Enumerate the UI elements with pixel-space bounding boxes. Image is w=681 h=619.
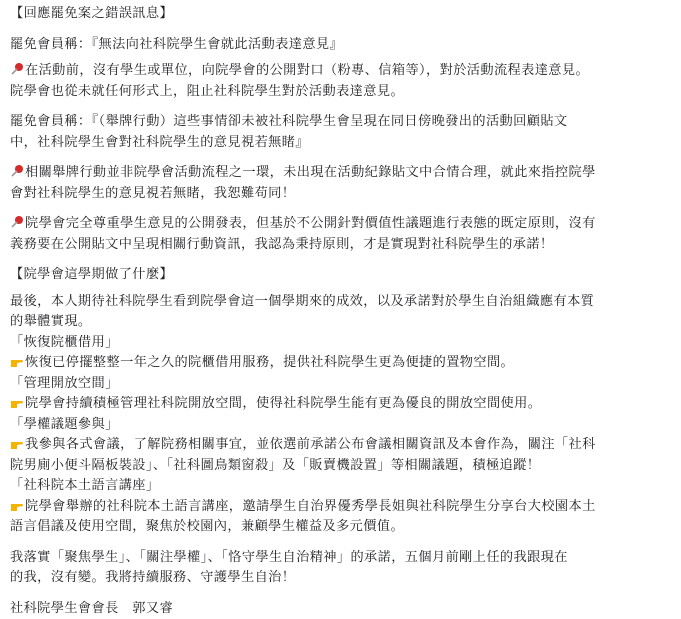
rebuttal-2-line-2: 會對社科院學生的意見視若無睹，我恕難苟同！: [10, 184, 671, 205]
rebuttal-2: [10, 163, 671, 184]
pointing-right-hand-icon: [10, 395, 24, 409]
rebuttal-1-line-1: 在活動前，沒有學生或單位，向院學會的公開對口（粉專、信箱等），對於活動流程表達意見。: [25, 63, 589, 78]
rebuttal-2-line-1: 相關舉牌行動並非院學會活動流程之一環，未出現在活動紀錄貼文中合情合理，就此來指控院學: [25, 165, 596, 180]
intro-line-1: 最後，本人期待社科院學生看到院學會這一個學期來的成效，以及承諾對於學生自治組織應有本質: [10, 292, 671, 313]
quote-claim-2-line-1: 罷免會員稱：『（舉牌行動）這些事情卻未被社科院學生會呈現在同日傍晚發出的活動回顧貼文: [10, 112, 671, 133]
achievement-4: [10, 497, 671, 518]
quote-claim-1: 罷免會員稱：『無法向社科院學生會就此活動表達意見』: [10, 35, 671, 56]
achievement-4-line-1: 院學會舉辦的社科院本土語言講座，邀請學生自治界優秀學長姐與社科院學生分享台大校園本土: [25, 499, 596, 514]
section-heading-achievements: 【院學會這學期做了什麼】: [10, 265, 671, 286]
rebuttal-1-line-2: 院學會也從未就任何形式上，阻止社科院學生對於活動表達意見。: [10, 82, 671, 103]
achievement-4-title: 「社科院本土語言講座」: [10, 476, 671, 497]
pointing-right-hand-icon: [10, 498, 24, 512]
achievement-1-title: 「恢復院櫃借用」: [10, 333, 671, 354]
rebuttal-3: [10, 214, 671, 235]
pointing-right-hand-icon: [10, 436, 24, 450]
rebuttal-1: [10, 61, 671, 82]
intro-line-2: 的舉體實現。: [10, 312, 671, 333]
rebuttal-3-line-2: 義務要在公開貼文中呈現相關行動資訊，我認為秉持原則，才是實現對社科院學生的承諾！: [10, 235, 671, 256]
achievement-3-line-1: 我參與各式會議，了解院務相關事宜，並依選前承諾公布會議相關資訊及本會作為，關注「社科: [25, 437, 596, 452]
achievement-1-body: 恢復已停擺整整一年之久的院櫃借用服務，提供社科院學生更為便捷的置物空間。: [25, 355, 514, 370]
achievement-3: [10, 435, 671, 456]
signature: 社科院學生會會長 郭又睿: [10, 599, 671, 619]
achievement-2-body: 院學會持續積極管理社科院開放空間，使得社科院學生能有更為優良的開放空間使用。: [25, 396, 541, 411]
pushpin-icon: [10, 62, 24, 76]
achievement-3-title: 「學權議題參與」: [10, 415, 671, 436]
closing-line-1: 我落實「聚焦學生」、「關注學權」、「恪守學生自治精神」的承諾，五個月前剛上任的我跟現在: [10, 548, 671, 569]
pointing-right-hand-icon: [10, 354, 24, 368]
achievement-2: [10, 394, 671, 415]
quote-claim-2-line-2: 中，社科院學生會對社科院學生的意見視若無睹』: [10, 133, 671, 154]
rebuttal-3-line-1: 院學會完全尊重學生意見的公開發表，但基於不公開針對價值性議題進行表態的既定原則，沒有: [25, 216, 596, 231]
pushpin-icon: [10, 215, 24, 229]
achievement-3-line-2: 院男廁小便斗隔板裝設」、「社科圖鳥類窗殺」及「販賣機設置」等相關議題，積極追蹤！: [10, 456, 671, 477]
achievement-1: [10, 353, 671, 374]
closing-line-2: 的我，沒有變。我將持續服務、守護學生自治！: [10, 568, 671, 589]
section-heading-response: 【回應罷免案之錯誤訊息】: [10, 4, 671, 25]
achievement-4-line-2: 語言倡議及使用空間，聚焦於校園內，兼顧學生權益及多元價值。: [10, 517, 671, 538]
pushpin-icon: [10, 164, 24, 178]
achievement-2-title: 「管理開放空間」: [10, 374, 671, 395]
